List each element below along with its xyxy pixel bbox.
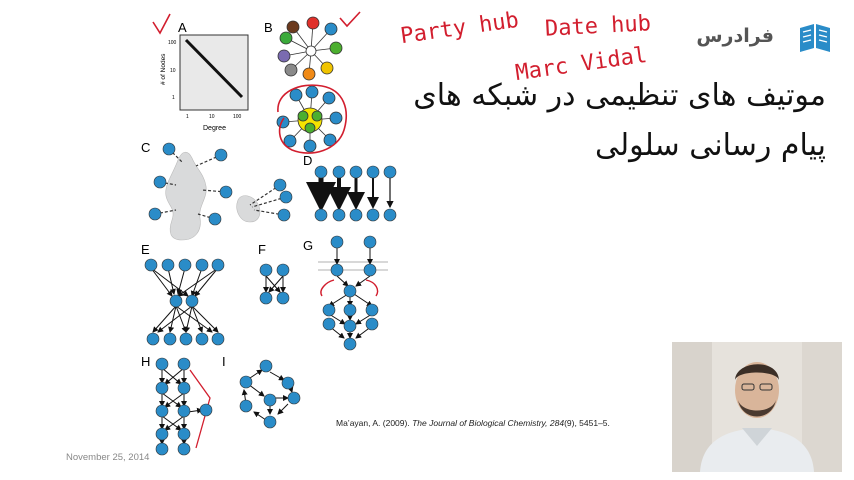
panel-label-h: H	[141, 354, 151, 369]
plot-a-ytick-1: 1	[172, 95, 175, 101]
slide-date: November 25, 2014	[66, 452, 150, 463]
panel-h-cascade	[156, 358, 212, 455]
book-icon	[800, 24, 830, 52]
panel-label-d: D	[303, 153, 313, 168]
panel-label-a: A	[178, 20, 187, 35]
panel-g-signaling-network	[318, 236, 388, 350]
plot-a-ylabel: # of Nodes	[160, 53, 167, 85]
panel-label-b: B	[264, 20, 273, 35]
annotation-date-hub: Date hub	[544, 11, 652, 42]
citation-author: Ma’ayan, A. (2009).	[336, 418, 413, 428]
panel-d-weighted-edges	[315, 166, 396, 221]
panel-label-i: I	[222, 354, 226, 369]
plot-a-xtick-100: 100	[233, 114, 242, 120]
citation-journal: The Journal of Biological Chemistry, 284	[412, 418, 565, 428]
panel-label-e: E	[141, 242, 150, 257]
presenter-image	[672, 342, 842, 472]
plot-a-ytick-10: 10	[170, 68, 176, 74]
logo-text: فرادرس	[696, 25, 774, 47]
panel-label-f: F	[258, 242, 266, 257]
slide-title-line1: موتیف های تنظیمی در شبکه های	[413, 78, 826, 113]
slide-title-line2: پیام رسانی سلولی	[594, 128, 826, 163]
panel-e-bow-tie	[145, 259, 224, 345]
panel-label-g: G	[303, 238, 314, 253]
check-mark-b	[340, 12, 360, 26]
plot-a-xtick-1: 1	[186, 114, 189, 120]
panel-a-plot	[160, 35, 248, 132]
panel-f-bi-fan	[260, 264, 289, 304]
presenter-video	[672, 342, 842, 472]
plot-a-ytick-100: 100	[168, 40, 177, 46]
plot-a-xlabel: Degree	[203, 125, 226, 132]
panel-b-date-hub	[277, 85, 346, 153]
panel-i-feedback-loops	[240, 360, 300, 428]
annotation-party-hub: Party hub	[398, 7, 521, 50]
panel-b-party-hub	[278, 17, 342, 80]
panel-label-c: C	[141, 140, 151, 155]
panel-c-protein-complex	[149, 143, 292, 240]
annotation-marc-vidal: Marc Vidal	[513, 42, 649, 87]
plot-a-xtick-10: 10	[209, 114, 215, 120]
check-mark-a	[153, 14, 170, 33]
citation-rest: (9), 5451–5.	[564, 418, 610, 428]
citation	[336, 418, 610, 428]
